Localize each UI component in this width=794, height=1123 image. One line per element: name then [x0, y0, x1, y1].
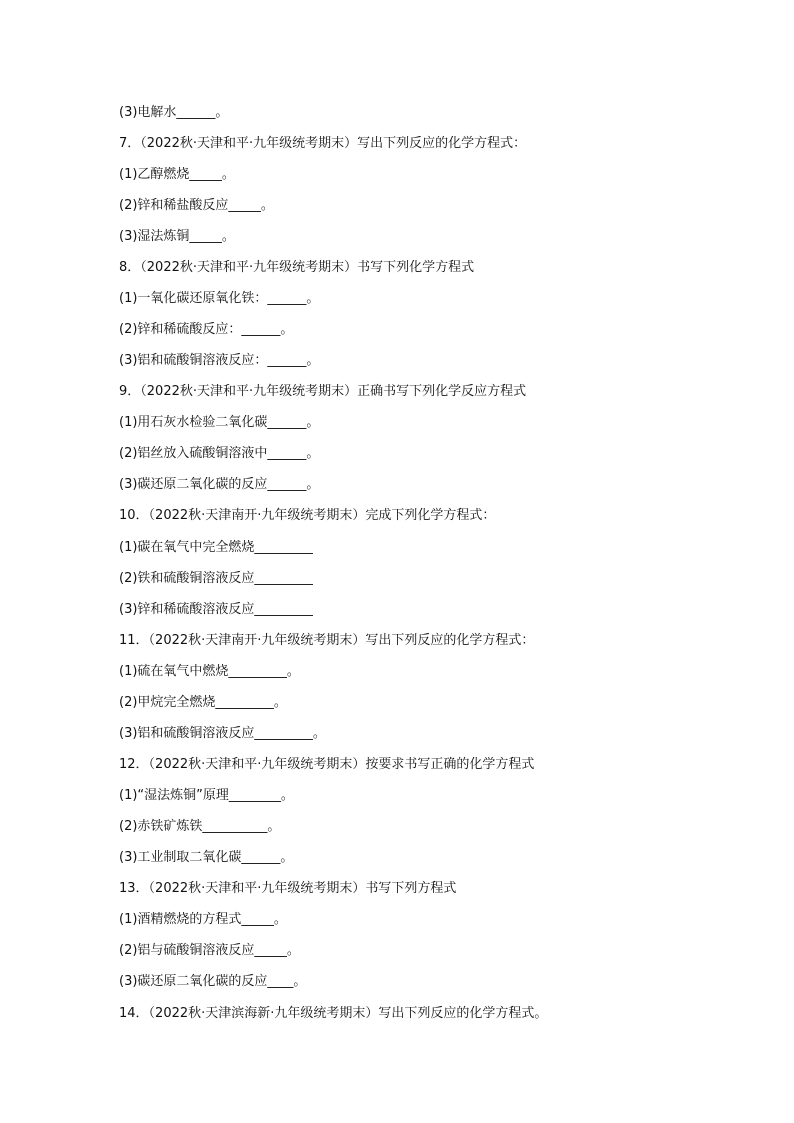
question-heading: 8．（2022秋·天津和平·九年级统考期末）书写下列化学方程式 [119, 260, 475, 275]
question-line: (2)铝与硫酸铜溶液反应_____。 [119, 943, 300, 958]
question-heading: 11．（2022秋·天津南开·九年级统考期末）写出下列反应的化学方程式： [119, 633, 535, 648]
question-line: (1)酒精燃烧的方程式_____。 [119, 912, 287, 927]
question-line: (2)锌和稀盐酸反应_____。 [119, 198, 274, 213]
question-line: (3)工业制取二氧化碳______。 [119, 850, 294, 865]
question-line: (2)甲烷完全燃烧_________。 [119, 695, 287, 710]
question-line: (1)碳在氧气中完全燃烧_________ [119, 540, 313, 555]
question-heading: 7．（2022秋·天津和平·九年级统考期末）写出下列反应的化学方程式： [119, 136, 527, 151]
question-heading: 13．（2022秋·天津和平·九年级统考期末）书写下列方程式 [119, 881, 457, 896]
question-line: (2)锌和稀硫酸反应：______。 [119, 322, 294, 337]
question-line: (2)铁和硫酸铜溶液反应_________ [119, 571, 313, 586]
question-line: (1)乙醇燃烧_____。 [119, 167, 235, 182]
question-line: (3)铝和硫酸铜溶液反应_________。 [119, 726, 326, 741]
question-line: (3)铝和硫酸铜溶液反应：______。 [119, 353, 320, 368]
question-heading: 10．（2022秋·天津南开·九年级统考期末）完成下列化学方程式： [119, 508, 496, 523]
question-line: (3)锌和稀硫酸溶液反应_________ [119, 602, 313, 617]
question-heading: 12．（2022秋·天津和平·九年级统考期末）按要求书写正确的化学方程式 [119, 757, 535, 772]
question-heading: 14．（2022秋·天津滨海新·九年级统考期末）写出下列反应的化学方程式。 [119, 1006, 548, 1021]
question-line: (3)湿法炼铜_____。 [119, 229, 235, 244]
question-line: (3)碳还原二氧化碳的反应____。 [119, 974, 307, 989]
question-line: (1)一氧化碳还原氧化铁：______。 [119, 291, 320, 306]
question-line: (2)赤铁矿炼铁__________。 [119, 819, 281, 834]
question-line: (1)用石灰水检验二氧化碳______。 [119, 415, 320, 430]
question-line: (3)碳还原二氧化碳的反应______。 [119, 477, 320, 492]
question-heading: 9．（2022秋·天津和平·九年级统考期末）正确书写下列化学反应方程式 [119, 384, 527, 399]
question-line: (3)电解水______。 [119, 105, 229, 120]
question-line: (1)硫在氧气中燃烧_________。 [119, 664, 300, 679]
question-line: (2)铝丝放入硫酸铜溶液中______。 [119, 446, 320, 461]
question-line: (1)“湿法炼铜”原理________。 [119, 788, 294, 803]
